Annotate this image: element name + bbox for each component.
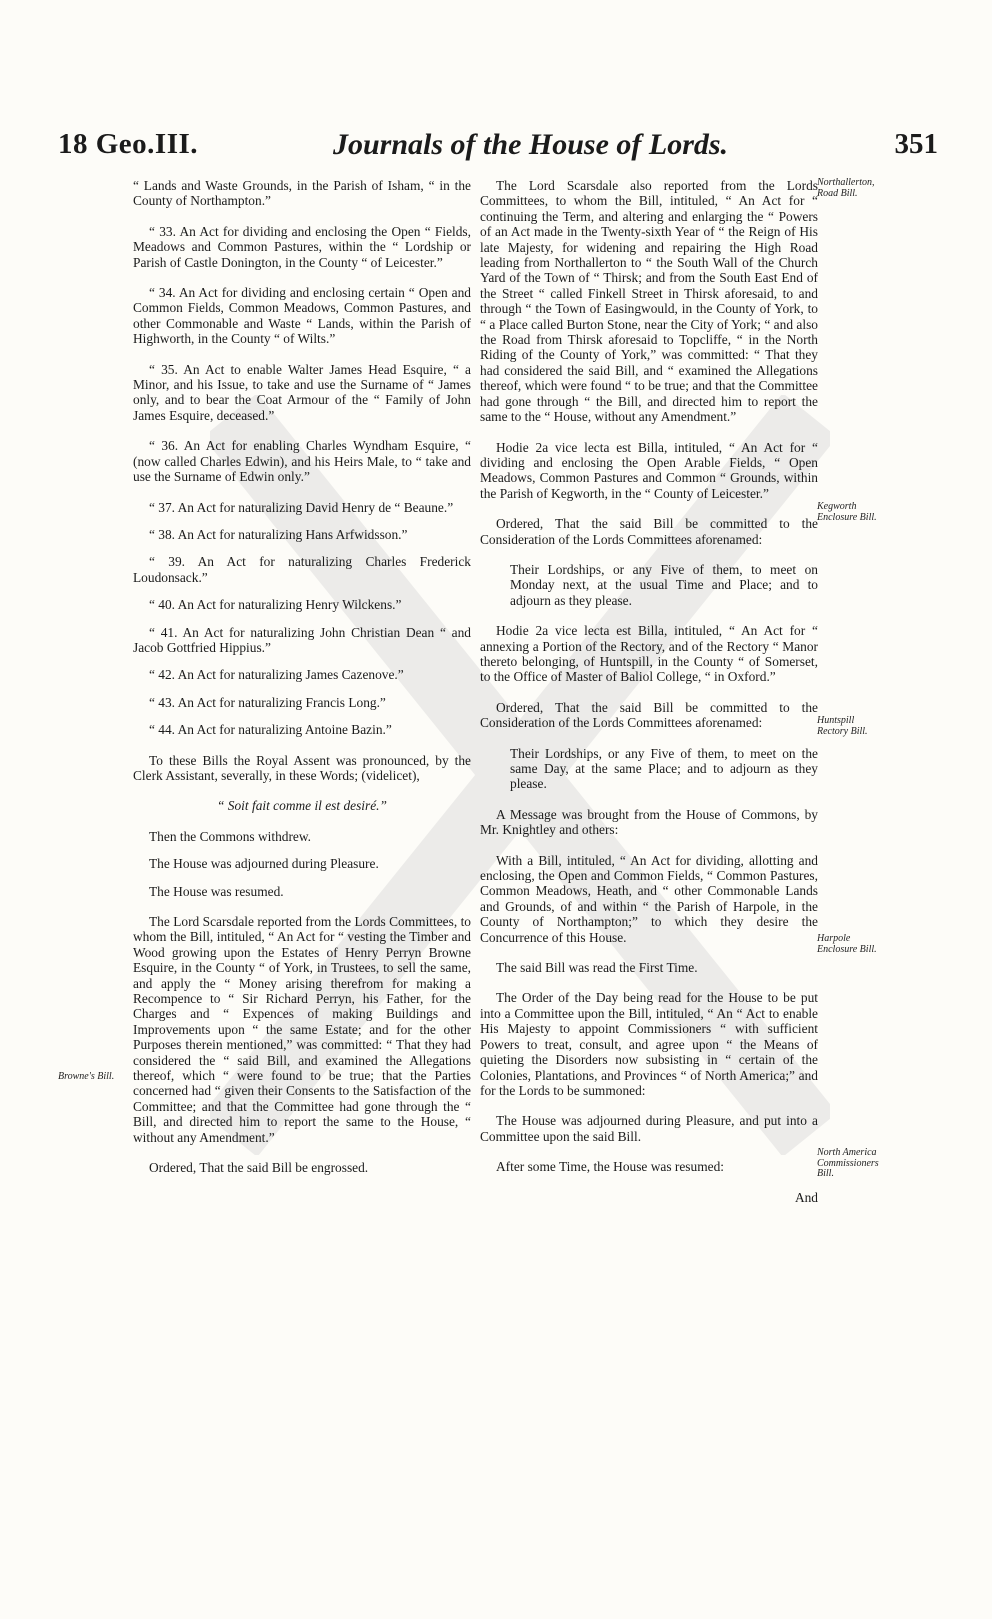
paragraph: The House was adjourned during Pleasure.: [149, 856, 379, 872]
paragraph: “ 38. An Act for naturalizing Hans Arfwidsson.”: [149, 526, 408, 542]
paragraph: Their Lordships, or any Five of them, to meet on Monday next, at the usual Time and Place; and to adjourn as they please.: [510, 561, 818, 608]
paragraph: “ 34. An Act for dividing and enclosing certain “ Open and Common Fields, Common Meadows, Common Pastures, and other Commonable and Waste “ Lands, within the Parish of Highworth, in the County “ of Wilts.”: [133, 285, 471, 347]
paragraph: The Lord Scarsdale also reported from the Lords Committees, to whom the Bill, intituled, “ An Act for “ continuing the Term, and altering and enlarging the “ Powers of an Act made in the Twenty-sixth Year of “ the Reign of His late Majesty, for widening and repairing the High Road leading from Northallerton to “ the South Wall of the Church Yard of the Town of “ Thirsk; and from the South East End of the Street “ called Finkell Street in Thirsk aforesaid, to and through “ the Town of Easingwould, in the County of York, to “ a Place called Burton Stone, near the City of York; “ and also the Road from Thirsk aforesaid to Topcliffe, “ in the North Riding of the County of York,” was committed: “ That they had considered the said Bill, and “ examined the Allegations thereof, which were found “ to be true; and that the Committee had gone through “ the Bill, and directed him to report the same to the “ House, without any Amendment.”: [480, 178, 818, 425]
paragraph: The said Bill was read the First Time.: [496, 960, 698, 976]
paragraph: “ Lands and Waste Grounds, in the Parish of Isham, “ in the County of Northampton.”: [133, 178, 471, 209]
paragraph: “ 42. An Act for naturalizing James Cazenove.”: [149, 667, 404, 683]
paragraph: Ordered, That the said Bill be committed to the Consideration of the Lords Committees aforenamed:: [480, 699, 818, 731]
session-reference: 18 Geo.III.: [58, 128, 199, 160]
margin-note-harpole: Harpole Enclosure Bill.: [817, 933, 877, 955]
paragraph: To these Bills the Royal Assent was pronounced, by the Clerk Assistant, severally, in these Words; (videlicet),: [133, 752, 471, 783]
paragraph: “ 40. An Act for naturalizing Henry Wilckens.”: [149, 597, 402, 613]
paragraph: The House was adjourned during Pleasure, and put into a Committee upon the said Bill.: [480, 1113, 818, 1144]
margin-note-huntspill: Huntspill Rectory Bill.: [817, 715, 868, 737]
journal-title: Journals of the House of Lords.: [333, 128, 729, 161]
paragraph: With a Bill, intituled, “ An Act for dividing, allotting and enclosing, the Open and Common Fields, “ Common Pastures, Common Meadows, Heath, and “ other Commonable Lands and Grounds, of and within “ the Parish of Harpole, in the County of Northampton;” to which they desire the Concurrence of this House.: [480, 852, 818, 945]
paragraph: “ 35. An Act to enable Walter James Head Esquire, “ a Minor, and his Issue, to take and use the Surname of “ James only, and to bear the Coat Armour of the “ Family of John James Esquire, deceased.”: [133, 361, 471, 423]
catchword: And: [794, 1189, 818, 1205]
paragraph: After some Time, the House was resumed:: [496, 1159, 724, 1175]
paragraph: Hodie 2a vice lecta est Billa, intituled, “ An Act for “ annexing a Portion of the Rectory, and of the Rectory “ Manor thereto belonging, of Huntspill, in the County “ of Somerset, to the Office of Master of Baliol College, “ in Oxford.”: [480, 623, 818, 685]
paragraph: “ 43. An Act for naturalizing Francis Long.”: [149, 694, 386, 710]
paragraph: The Lord Scarsdale reported from the Lords Committees, to whom the Bill, intituled, “ An Act for “ vesting the Timber and Wood growing upon the Estates of Henry Perryn Browne Esquire, in the County “ of York, in Trustees, to sell the same, and apply the “ Money arising therefrom for making a Recompence to “ Sir Richard Perryn, his Father, for the Charges and “ Expences of making Buildings and Improvements upon “ the same Estate; and for the other Purposes therein mentioned,” was committed: “ That they had considered the “ said Bill, and examined the Allegations thereof, which “ were found to be true; that the Parties concerned had “ given their Consents to the Satisfaction of the Committee; and that the Committee had gone through the “ Bill, and directed him to report the same to the House, “ without any Amendment.”: [133, 914, 471, 1145]
page-header: [58, 128, 938, 174]
right-column: [480, 178, 818, 1220]
paragraph: Ordered, That the said Bill be engrossed.: [149, 1160, 369, 1176]
paragraph: Ordered, That the said Bill be committed to the Consideration of the Lords Committees aforenamed:: [480, 516, 818, 547]
paragraph: “ 33. An Act for dividing and enclosing the Open “ Fields, Meadows and Common Pastures, within the “ Lordship or Parish of Castle Donington, in the County “ of Leicester.”: [133, 223, 471, 270]
paragraph: The House was resumed.: [149, 883, 284, 899]
paragraph: “ 44. An Act for naturalizing Antoine Bazin.”: [149, 722, 392, 738]
paragraph: “ 36. An Act for enabling Charles Wyndham Esquire, “ (now called Charles Edwin), and his Heirs Male, to “ take and use the Surname of Edwin only.”: [133, 438, 471, 485]
paragraph: Hodie 2a vice lecta est Billa, intituled, “ An Act for “ dividing and enclosing the Open Arable Fields, “ Open Meadows, Common Pastures and Common “ Grounds, within the Parish of Kegworth, in the “ County of Leicester.”: [480, 439, 818, 501]
paragraph: The Order of the Day being read for the House to be put into a Committee upon the Bill, intituled, “ An “ Act to enable His Majesty to appoint Commissioners “ with sufficient Powers to treat, consult, and agree upon “ the Means of quieting the Disorders now subsisting in “ certain of the Colonies, Plantations, and Provinces “ of North America;” and for the Lords to be summoned:: [480, 990, 818, 1098]
paragraph: Then the Commons withdrew.: [149, 828, 312, 844]
margin-note-north-america: North America Commissioners Bill.: [817, 1147, 879, 1179]
margin-note-northallerton: Northallerton, Road Bill.: [817, 177, 875, 199]
margin-note-kegworth: Kegworth Enclosure Bill.: [817, 501, 877, 523]
page-number: 351: [894, 128, 938, 160]
paragraph: “ 39. An Act for naturalizing Charles Frederick Loudonsack.”: [133, 554, 471, 585]
paragraph: A Message was brought from the House of Commons, by Mr. Knightley and others:: [480, 806, 818, 838]
paragraph: Their Lordships, or any Five of them, to meet on the same Day, at the same Place; and to adjourn as they please.: [510, 745, 818, 792]
paragraph: “ 41. An Act for naturalizing John Christian Dean “ and Jacob Gottfried Hippius.”: [133, 624, 471, 655]
paragraph: “ 37. An Act for naturalizing David Henry de “ Beaune.”: [149, 499, 454, 515]
left-column: [133, 178, 471, 1191]
royal-assent-formula: “ Soit fait comme il est desiré.”: [217, 798, 387, 814]
margin-note-browne: Browne's Bill.: [58, 1071, 115, 1082]
